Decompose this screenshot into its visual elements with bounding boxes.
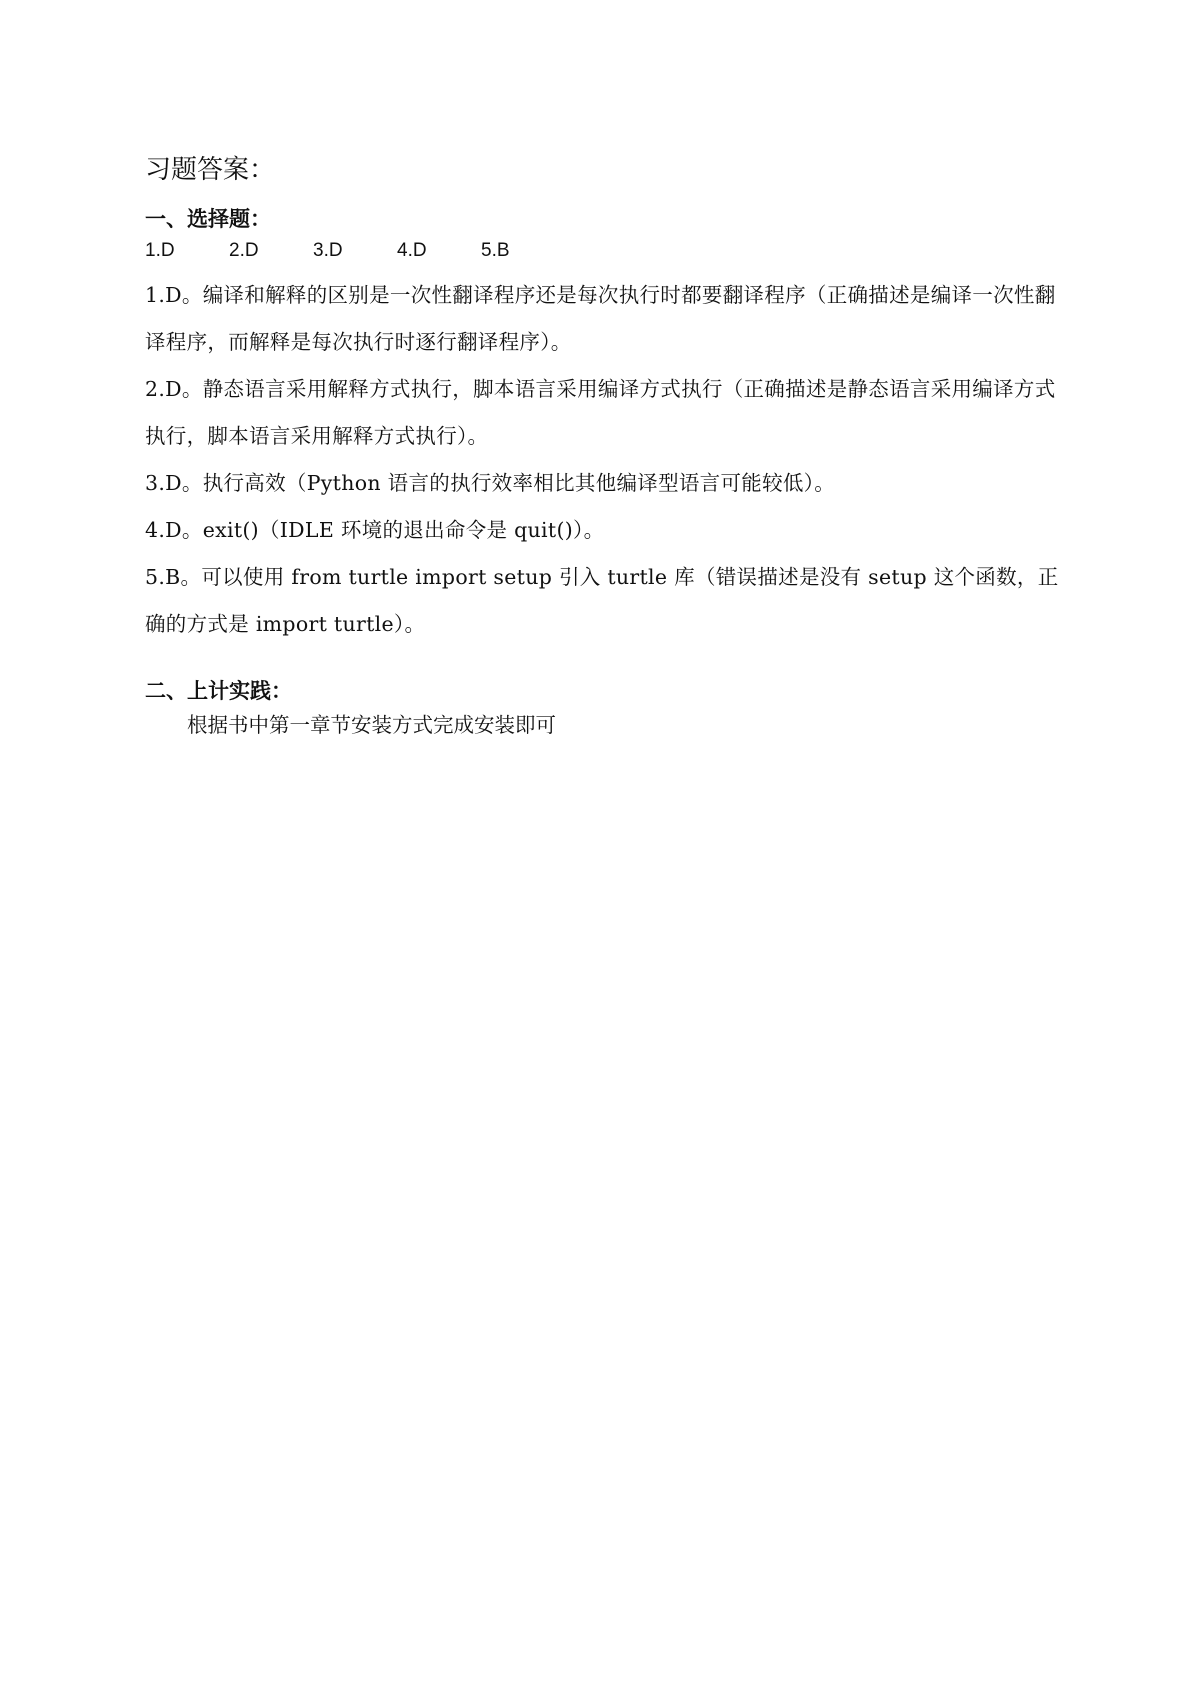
- section-heading-choice: 一、选择题：: [145, 207, 271, 231]
- section-heading-practice: 二、上计实践：: [145, 679, 292, 703]
- explanation-2: 2.D。静态语言采用解释方式执行，脚本语言采用编译方式执行（正确描述是静态语言采用编译方式执行，脚本语言采用解释方式执行）。: [145, 377, 1056, 448]
- answer-key-item: 1.D: [145, 240, 175, 261]
- practice-text: 根据书中第一章节安装方式完成安装即可: [187, 713, 556, 737]
- explanation-1: 1.D。编译和解释的区别是一次性翻译程序还是每次执行时都要翻译程序（正确描述是编译一次性翻译程序，而解释是每次执行时逐行翻译程序）。: [145, 283, 1056, 354]
- answer-key-item: 2.D: [229, 240, 259, 261]
- document-content: [145, 150, 1065, 742]
- explanation-4: 4.D。exit()（IDLE 环境的退出命令是 quit()）。: [145, 518, 605, 542]
- answer-key-row: [145, 234, 1065, 268]
- explanation-3: 3.D。执行高效（Python 语言的执行效率相比其他编译型语言可能较低）。: [145, 471, 836, 495]
- section-spacer: [145, 648, 1065, 676]
- answer-key-item: 4.D: [397, 240, 427, 261]
- answer-key-item: 5.B: [481, 240, 510, 261]
- answer-key-item: 3.D: [313, 240, 343, 261]
- explanation-5: 5.B。可以使用 from turtle import setup 引入 turtle 库（错误描述是没有 setup 这个函数，正确的方式是 import turtle）。: [145, 565, 1059, 636]
- page-title: 习题答案：: [145, 155, 276, 185]
